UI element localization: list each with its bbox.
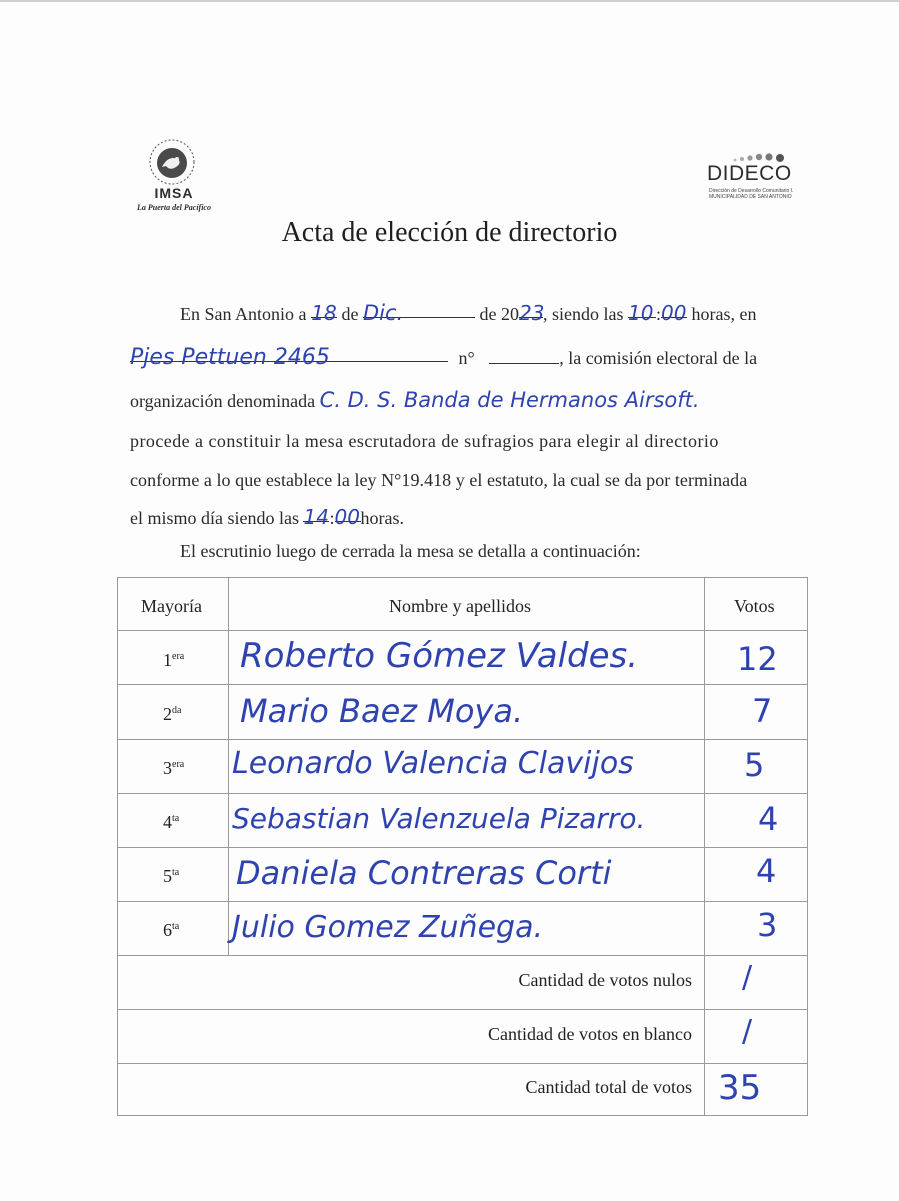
null-votes-value: /	[742, 960, 753, 995]
scrutiny-intro: El escrutinio luego de cerrada la mesa se detalla a continuación:	[180, 541, 641, 561]
rank-2: $2^{da}$	[163, 704, 182, 724]
header-nombre: Nombre y apellidos	[389, 596, 531, 616]
table-row-line	[117, 739, 808, 740]
scan-top-edge	[0, 0, 899, 2]
table-border-top	[117, 577, 808, 578]
blank-votes-value: /	[742, 1014, 753, 1049]
start-minute-value: 00	[661, 301, 687, 325]
year-value: 23	[519, 301, 545, 325]
paragraph-line-3: organización denominada C. D. S. Banda de Hermanos Airsoft.	[130, 388, 700, 412]
table-row-line	[117, 1063, 808, 1064]
imsa-logo	[128, 133, 224, 213]
candidate-name-5: Daniela Contreras Corti	[236, 854, 612, 892]
table-row-line	[117, 1009, 808, 1010]
start-hour-value: 10	[628, 301, 654, 325]
end-minute-value: 00	[334, 505, 360, 529]
document-title: Acta de elección de directorio	[281, 217, 618, 248]
dideco-brand: DIDECO	[707, 162, 792, 185]
candidate-votes-4: 4	[758, 800, 779, 838]
blank-votes-label: Cantidad de votos en blanco	[488, 1024, 692, 1044]
table-border-bottom	[117, 1115, 808, 1116]
candidate-votes-1: 12	[737, 640, 778, 678]
organization-value: C. D. S. Banda de Hermanos Airsoft.	[319, 388, 700, 412]
table-row-line	[117, 630, 808, 631]
paragraph-line-5: conforme a lo que establece la ley N°19.418 y el estatuto, la cual se da por terminada	[130, 470, 748, 490]
header-votos: Votos	[734, 596, 775, 616]
table-row-line	[117, 793, 808, 794]
rank-3: $3^{era}$	[163, 758, 185, 778]
table-row-line	[117, 901, 808, 902]
dideco-subtitle: Dirección de Desarrollo Comunitario I. MUNICIPALIDAD DE SAN ANTONIO	[709, 188, 794, 200]
candidate-name-3: Leonardo Valencia Clavijos	[232, 746, 634, 781]
total-votes-label: Cantidad total de votos	[525, 1077, 692, 1097]
candidate-votes-2: 7	[752, 692, 773, 730]
imsa-acronym: IMSA	[154, 185, 194, 201]
table-row-line	[117, 684, 808, 685]
rank-6: $6^{ta}$	[163, 920, 180, 940]
rank-4: $4^{ta}$	[163, 812, 180, 832]
table-row-line	[117, 847, 808, 848]
day-value: 18	[311, 301, 337, 325]
candidate-votes-6: 3	[757, 906, 778, 944]
candidate-name-6: Julio Gomez Zuñega.	[232, 910, 543, 945]
paragraph-line-6: el mismo día siendo las 14:00horas.	[130, 505, 404, 529]
imsa-motto: La Puerta del Pacífico	[137, 203, 211, 212]
dideco-logo	[705, 148, 797, 210]
address-value: Pjes Pettuen 2465	[130, 345, 330, 370]
header-mayoria: Mayoría	[141, 596, 202, 616]
candidate-name-2: Mario Baez Moya.	[240, 692, 524, 730]
table-col-divider-1	[228, 577, 229, 955]
rank-5: $5^{ta}$	[163, 866, 180, 886]
rank-1: $1^{era}$	[163, 650, 185, 670]
table-row-line	[117, 955, 808, 956]
candidate-name-1: Roberto Gómez Valdes.	[240, 636, 639, 676]
paragraph-line-2: Pjes Pettuen 2465 n° , la comisión electoral de la	[130, 345, 758, 370]
candidate-name-4: Sebastian Valenzuela Pizarro.	[232, 802, 646, 835]
month-value: Dic.	[363, 301, 404, 325]
end-hour-value: 14	[303, 505, 329, 529]
paragraph-line-1: En San Antonio a 18 de Dic. de 2023, siendo las 10 :00 horas, en	[180, 301, 757, 325]
paragraph-line-4: procede a constituir la mesa escrutadora de sufragios para elegir al directorio	[130, 431, 719, 451]
total-votes-value: 35	[718, 1068, 762, 1108]
imsa-seal-icon	[138, 133, 206, 191]
null-votes-label: Cantidad de votos nulos	[518, 970, 692, 990]
candidate-votes-5: 4	[756, 852, 777, 890]
candidate-votes-3: 5	[744, 746, 765, 784]
